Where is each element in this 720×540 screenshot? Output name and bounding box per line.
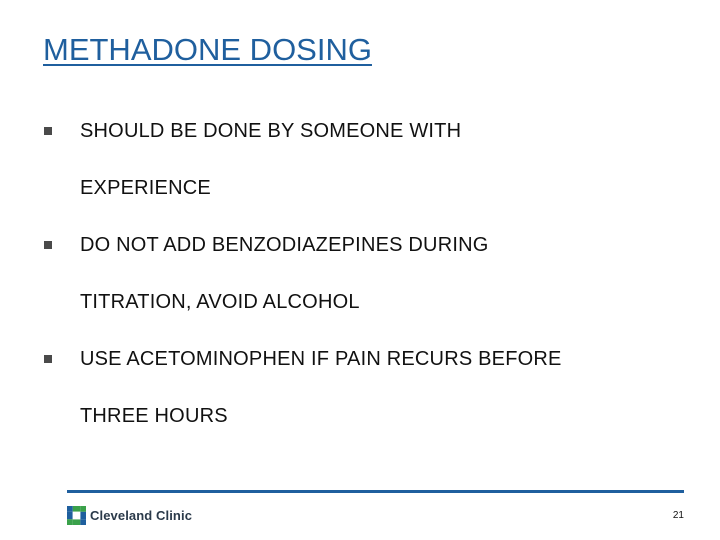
square-bullet-icon [44, 127, 52, 135]
bullet-item [40, 345, 700, 430]
page-number: 21 [672, 510, 684, 521]
bullet-text-line: USE ACETOMINOPHEN IF PAIN RECURS BEFORE [80, 348, 562, 370]
bullet-item [40, 231, 700, 316]
bullet-text-line: EXPERIENCE [80, 177, 211, 199]
bullet-item [40, 117, 700, 202]
cleveland-clinic-logo [67, 505, 192, 525]
footer-divider [67, 490, 684, 493]
bullet-text-line: THREE HOURS [80, 405, 228, 427]
cleveland-clinic-logo-icon [67, 506, 86, 525]
logo-text: Cleveland Clinic [90, 507, 193, 523]
bullet-text-line: SHOULD BE DONE BY SOMEONE WITH [80, 120, 462, 142]
square-bullet-icon [44, 241, 52, 249]
square-bullet-icon [44, 355, 52, 363]
slide-title: METHADONE DOSING [43, 32, 372, 67]
bullet-text-line: DO NOT ADD BENZODIAZEPINES DURING [80, 234, 489, 256]
bullet-list [40, 117, 700, 459]
bullet-text-line: TITRATION, AVOID ALCOHOL [80, 291, 360, 313]
